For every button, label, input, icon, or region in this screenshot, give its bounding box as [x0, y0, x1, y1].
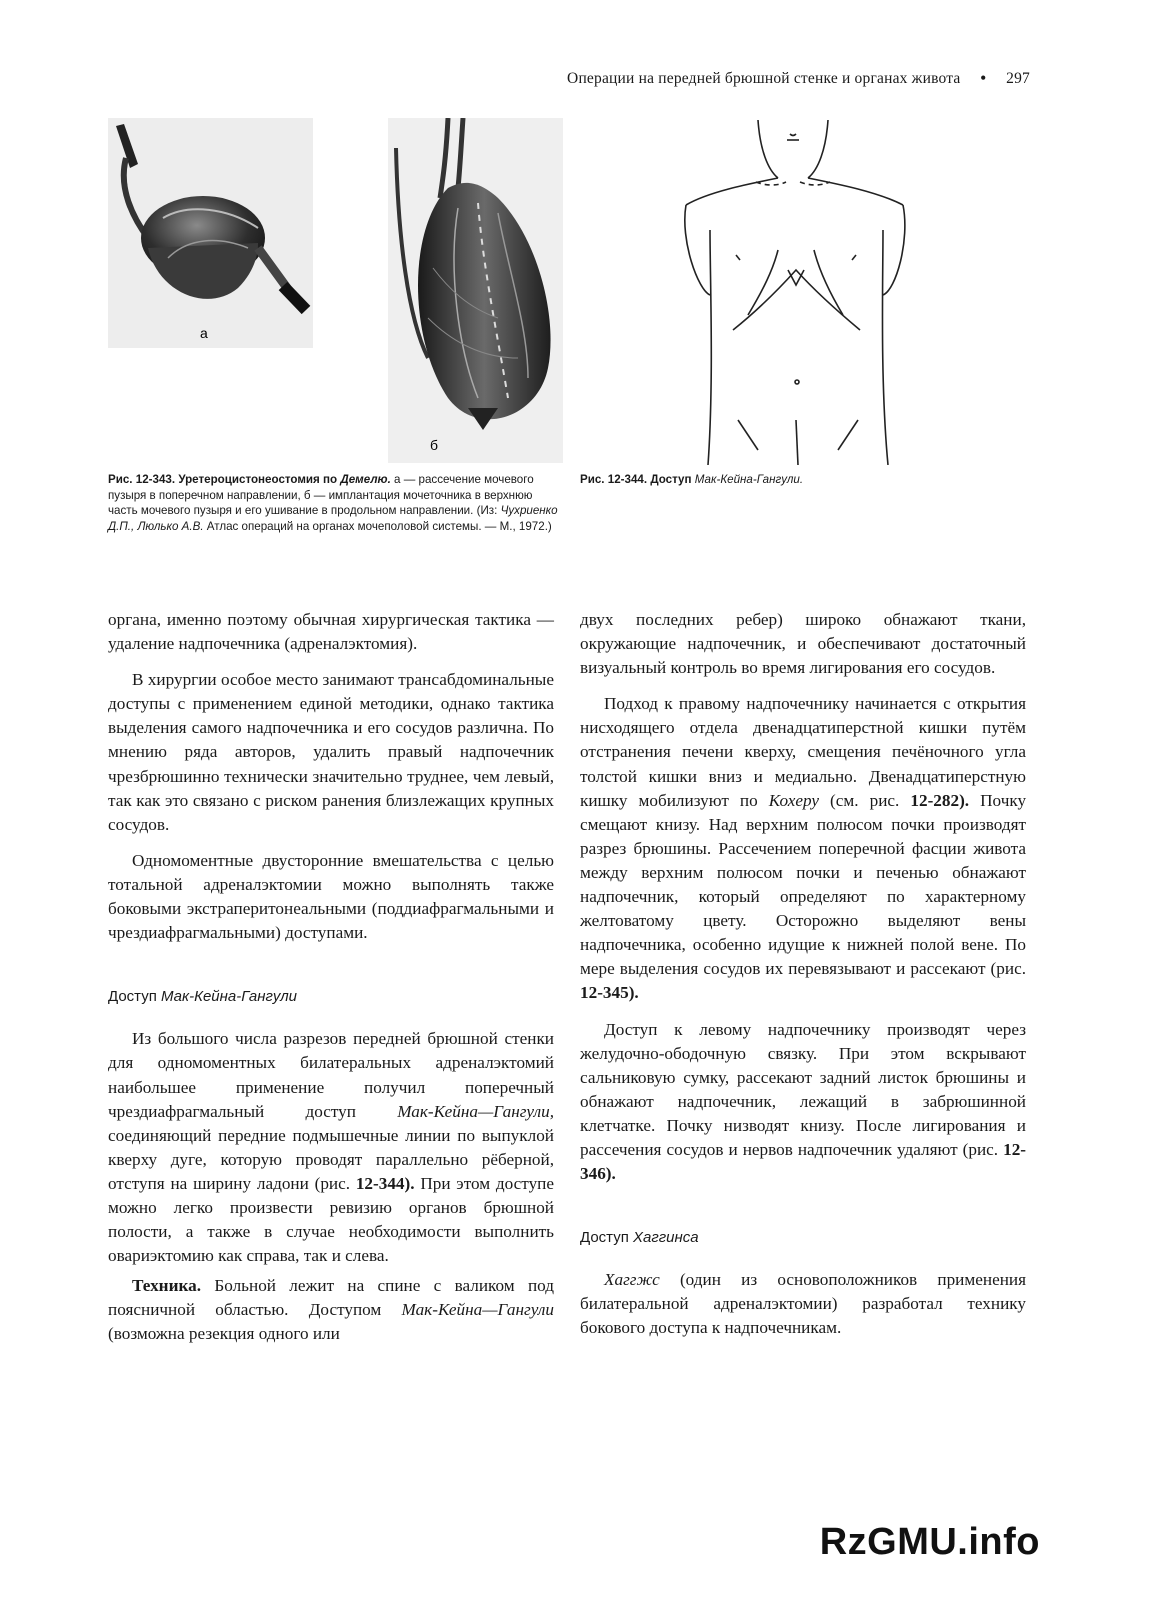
page-number: 297: [1006, 70, 1030, 87]
left-column: [108, 608, 554, 1347]
figure-343-caption: [108, 472, 560, 534]
left-paragraph-1: органа, именно поэтому обычная хирургическая тактика — удаление надпочечника (адреналэктомия).: [108, 610, 554, 654]
figure-343-caption-text: а — рассечение мочевого пузыря в поперечном направлении, б — имплантация мочеточника в верхнюю часть мочевого пузыря и его ушивание в продольном направлении. (Из:: [108, 473, 534, 517]
left-paragraph-5: [108, 1274, 554, 1346]
right-p3-text-a: Доступ к левому надпочечнику производят через желудочно-ободочную связку. При этом вскрывают сальниковую сумку, рассекают задний листок брюшины и обнажают надпочечник, лежащий в забрюшинной клетчатке. Почку низводят книзу. После лигирования и рассечения сосудов и нервов надпочечник удаляют (рис.: [580, 1019, 1026, 1159]
section-heading-name: Хаггинса: [633, 1229, 699, 1247]
right-p2-figure-ref-2: 12-345).: [580, 983, 639, 1003]
left-p5-text-b: (возможна резекция одного или: [108, 1324, 340, 1344]
figure-344-caption: [580, 472, 1030, 488]
left-p5-name: Мак-Кейна—Гангули: [401, 1300, 554, 1320]
figure-344-caption-title: Доступ: [650, 473, 692, 486]
left-paragraph-3: Одномоментные двусторонние вмешательства с целью тотальной адреналэктомии можно выполнять также боковыми экстраперитонеальными (поддиафрагмальными и чрездиафрагмальными) доступами.: [108, 850, 554, 943]
running-title: Операции на передней брюшной стенке и органах живота: [567, 70, 961, 87]
figure-343-caption-source: Атлас операций на органах мочеполовой системы. — М., 1972.): [206, 519, 552, 533]
header-bullet: •: [980, 70, 987, 87]
figure-343-caption-author: Демелю.: [340, 473, 391, 486]
right-paragraph-4: [580, 1268, 1026, 1340]
left-paragraph-2: В хирургии особое место занимают трансабдоминальные доступы с применением единой методики, однако тактика выделения самого надпочечника и его сосудов различна. По мнению ряда авторов, удалить правый надпочечник чрезбрюшинно технически значительно труднее, чем левый, так как это связано с риском ранения близлежащих крупных сосудов.: [108, 670, 554, 834]
left-p4-text-c: При этом доступе можно легко произвести ревизию органов брюшной полости, а также в случае необходимости выполнить овариэктомию как справа, так и слева.: [108, 1173, 554, 1266]
left-paragraph-4: [108, 1027, 554, 1268]
right-p2-text-b: (см. рис.: [830, 790, 900, 810]
figure-343a-label: а: [200, 325, 208, 341]
right-p2-text-c: Почку смещают книзу. Над верхним полюсом почки производят разрез брюшины. Рассечением поперечной фасции живота между верхним полюсом почки и печенью обнажают надпочечник, который определяют по характерному желтоватому цвету. Осторожно выделяют вены надпочечника, особенно идущие к нижней полой вене. По мере выделения сосудов их перевязывают и рассекают (рис.: [580, 790, 1027, 979]
left-p4-figure-ref: 12-344).: [355, 1173, 415, 1193]
section-heading-prefix: Доступ: [108, 988, 157, 1006]
right-paragraph-1: двух последних ребер) широко обнажают ткани, окружающие надпочечник, и обеспечивают достаточный визуальный контроль во время лигирования его сосудов.: [580, 610, 1026, 678]
right-p2-figure-ref: 12-282).: [910, 790, 970, 810]
right-p3-figure-ref: 12-346).: [580, 1139, 1027, 1184]
site-watermark: RzGMU.info: [819, 1521, 1040, 1563]
section-heading-name: Мак-Кейна-Гангули: [161, 988, 298, 1006]
figure-344-illustration: [678, 120, 923, 465]
figure-344-caption-name: Мак-Кейна-Гангули.: [694, 473, 804, 486]
figure-343-caption-title: Уретероцистонеостомия по: [178, 473, 338, 486]
figure-344-caption-number: Рис. 12-344.: [580, 473, 648, 486]
figure-343a-illustration: [108, 118, 313, 348]
left-p4-text-b: соединяющий передние подмышечные линии по выпуклой кверху дуге, которую проводят параллельно рёберной, отступя на ширину ладони (рис.: [108, 1125, 554, 1193]
section-heading-huggins: [580, 1226, 1026, 1250]
right-p2-name: Кохеру: [768, 790, 819, 810]
right-paragraph-2: [580, 692, 1026, 1005]
figure-343b-label: б: [430, 437, 439, 453]
figure-343b-illustration: [388, 118, 563, 463]
right-paragraph-3: [580, 1018, 1026, 1187]
right-p2-text-a: Подход к правому надпочечнику начинается с открытия нисходящего отдела двенадцатиперстной кишки путём отстранения печени кверху, смещения печёночного угла толстой кишки вниз и медиально. Двенадцатиперстную кишку мобилизуют по: [580, 694, 1026, 810]
right-p4-name: Хаггжс: [604, 1270, 660, 1290]
right-column: [580, 608, 1026, 1341]
running-header: [420, 70, 1030, 88]
section-heading-mccain: [108, 985, 554, 1009]
figure-343-caption-source-authors: Чухриенко Д.П., Люлько А.В.: [108, 504, 558, 533]
left-p4-text-a: Из большого числа разрезов передней брюшной стенки для одномоментных билатеральных адреналэктомий наибольшее применение получил поперечный чрездиафрагмальный доступ: [108, 1029, 554, 1121]
left-p5-text-a: Больной лежит на спине с валиком под поясничной областью. Доступом: [108, 1276, 555, 1320]
right-p4-text: (один из основоположников применения билатеральной адреналэктомии) разработал технику бокового доступа к надпочечникам.: [580, 1270, 1027, 1338]
section-heading-prefix: Доступ: [580, 1229, 629, 1247]
left-p5-bold: Техника.: [132, 1276, 202, 1296]
figure-343-caption-number: Рис. 12-343.: [108, 473, 176, 486]
left-p4-name: Мак-Кейна—Гангули,: [397, 1101, 554, 1121]
